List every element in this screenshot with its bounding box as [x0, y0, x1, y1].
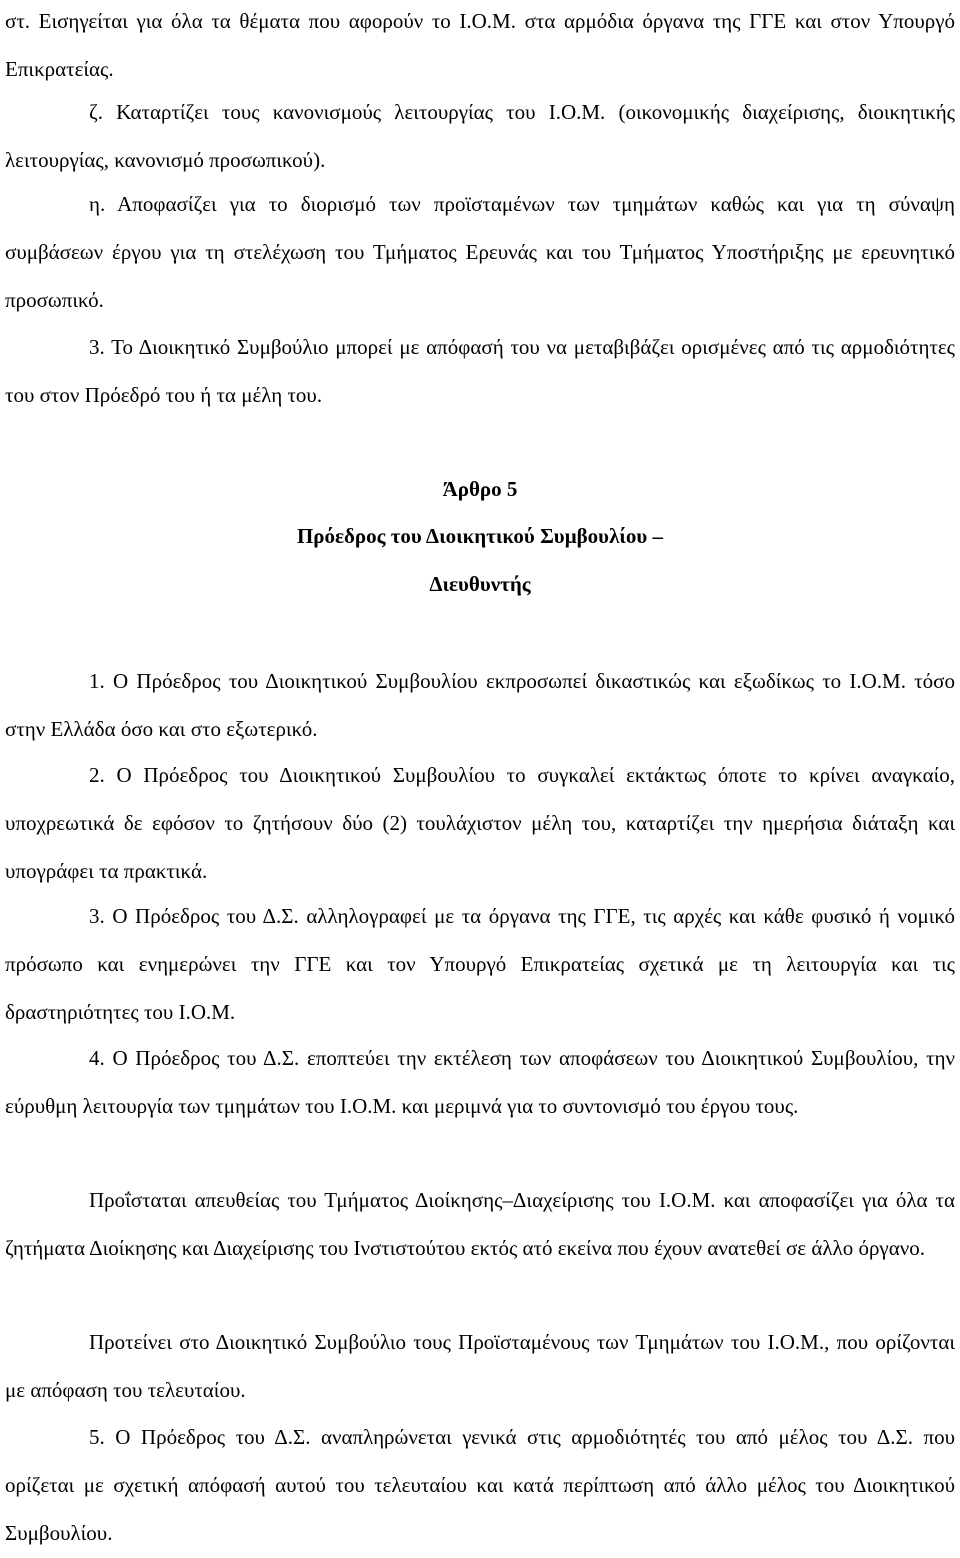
paragraph-2: 2. Ο Πρόεδρος του Διοικητικού Συμβουλίου το συγκαλεί εκτάκτως όποτε το κρίνει αναγκαίο, υποχρεωτικά δε εφόσον το ζητήσουν δύο (2) τουλάχιστον μέλη του, καταρτίζει την ημερήσια διάταξη και υπογράφει τα πρακτικά.: [5, 763, 955, 884]
article-title-line1: Πρόεδρος του Διοικητικού Συμβουλίου –: [296, 524, 664, 548]
paragraph-z: ζ. Καταρτίζει τους κανονισμούς λειτουργίας του Ι.Ο.Μ. (οικονομικής διαχείρισης, διοικητικής λειτουργίας, κανονισμό προσωπικού).: [5, 100, 955, 173]
paragraph-4: 4. Ο Πρόεδρος του Δ.Σ. εποπτεύει την εκτέλεση των αποφάσεων του Διοικητικού Συμβουλίου, την εύρυθμη λειτουργία των τμημάτων του Ι.Ο.Μ. και μεριμνά για το συντονισμό του έργου τους.: [5, 1046, 955, 1119]
paragraph-proteinei: Προτείνει στο Διοικητικό Συμβούλιο τους Προϊσταμένους των Τμημάτων του Ι.Ο.Μ., που ορίζονται με απόφαση του τελευταίου.: [5, 1330, 955, 1403]
paragraph-5: 5. Ο Πρόεδρος του Δ.Σ. αναπληρώνεται γενικά στις αρμοδιότητές του από μέλος του Δ.Σ. που ορίζεται με σχετική απόφασή αυτού του τελευταίου και κατά περίπτωση από άλλο μέλος του Διοικητικού Συμβουλίου.: [5, 1425, 955, 1546]
paragraph-st: στ. Εισηγείται για όλα τα θέματα που αφορούν το Ι.Ο.Μ. στα αρμόδια όργανα της ΓΓΕ και στον Υπουργό Επικρατείας.: [5, 9, 955, 82]
article-title-line2: Διευθυντής: [429, 572, 531, 596]
paragraph-proistatai: Προΐσταται απευθείας του Τμήματος Διοίκησης–Διαχείρισης του Ι.Ο.Μ. και αποφασίζει για όλα τα ζητήματα Διοίκησης και Διαχείρισης του Ινστιστούτου εκτός ατό εκείνα που έχουν ανατεθεί σε άλλο όργανο.: [5, 1188, 955, 1261]
paragraph-i: η. Αποφασίζει για το διορισμό των προϊσταμένων των τμημάτων καθώς και για τη σύναψη συμβάσεων έργου για τη στελέχωση του Τμήματος Ερευνάς και του Τμήματος Υποστήριξης με ερευνητικό προσωπικό.: [5, 192, 955, 313]
paragraph-3-top: 3. Το Διοικητικό Συμβούλιο μπορεί με απόφασή του να μεταβιβάζει ορισμένες από τις αρμοδιότητες του στον Πρόεδρό του ή τα μέλη του.: [5, 335, 955, 408]
paragraph-1: 1. Ο Πρόεδρος του Διοικητικού Συμβουλίου εκπροσωπεί δικαστικώς και εξωδίκως το Ι.Ο.Μ. τόσο στην Ελλάδα όσο και στο εξωτερικό.: [5, 669, 955, 742]
paragraph-3: 3. Ο Πρόεδρος του Δ.Σ. αλληλογραφεί με τα όργανα της ΓΓΕ, τις αρχές και κάθε φυσικό ή νομικό πρόσωπο και ενημερώνει την ΓΓΕ και τον Υπουργό Επικρατείας σχετικά με τη λειτουργία και τις δραστηριότητες του Ι.Ο.Μ.: [5, 904, 955, 1025]
article-number: Άρθρο 5: [442, 477, 518, 501]
